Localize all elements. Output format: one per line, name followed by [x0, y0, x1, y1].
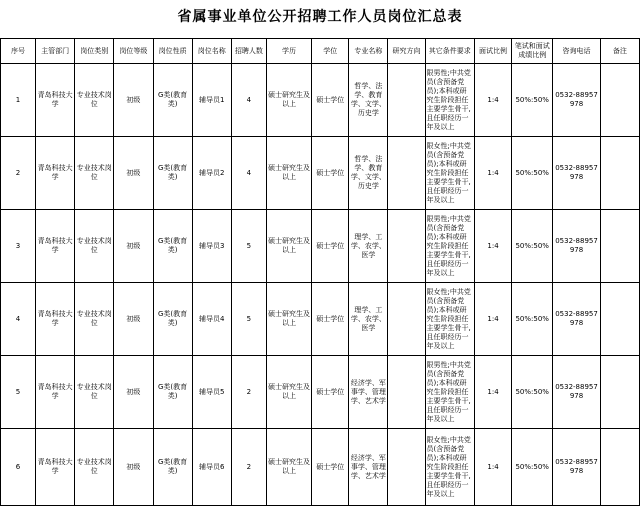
- header-row: [1, 39, 640, 64]
- cell-type: 专业技术岗位: [75, 64, 114, 137]
- cell-edu: 硕士研究生及以上: [266, 429, 311, 506]
- cell-type: 专业技术岗位: [75, 429, 114, 506]
- cell-no: 1: [1, 64, 36, 137]
- cell-level: 初级: [114, 64, 153, 137]
- cell-major: 哲学、法学、教育学、文学、历史学: [349, 137, 388, 210]
- cell-cond: 限女性;中共党员(含预备党员);本科或研究生阶段担任主要学生骨干,且任职经历一年及以上: [425, 137, 474, 210]
- cell-degree: 硕士学位: [312, 356, 349, 429]
- cell-nature: G类(教育类): [153, 429, 192, 506]
- cell-dept: 青岛科技大学: [36, 283, 75, 356]
- cell-score: 50%:50%: [512, 356, 553, 429]
- cell-direction: [388, 210, 425, 283]
- cell-degree: 硕士学位: [312, 429, 349, 506]
- cell-edu: 硕士研究生及以上: [266, 283, 311, 356]
- cell-note: [600, 356, 639, 429]
- header-cell: 面试比例: [475, 39, 512, 64]
- cell-degree: 硕士学位: [312, 210, 349, 283]
- cell-cond: 限男性;中共党员(含预备党员);本科或研究生阶段担任主要学生骨干,且任职经历一年及以上: [425, 64, 474, 137]
- cell-note: [600, 137, 639, 210]
- table-row: [1, 137, 640, 210]
- header-cell: 岗位性质: [153, 39, 192, 64]
- cell-note: [600, 429, 639, 506]
- cell-count: 2: [231, 429, 266, 506]
- cell-ratio: 1:4: [475, 137, 512, 210]
- table-row: [1, 283, 640, 356]
- cell-dept: 青岛科技大学: [36, 137, 75, 210]
- cell-type: 专业技术岗位: [75, 283, 114, 356]
- cell-edu: 硕士研究生及以上: [266, 210, 311, 283]
- cell-phone: 0532-88957978: [553, 64, 600, 137]
- cell-count: 5: [231, 210, 266, 283]
- cell-ratio: 1:4: [475, 64, 512, 137]
- cell-dept: 青岛科技大学: [36, 210, 75, 283]
- cell-phone: 0532-88957978: [553, 356, 600, 429]
- header-cell: 咨询电话: [553, 39, 600, 64]
- cell-direction: [388, 429, 425, 506]
- cell-score: 50%:50%: [512, 283, 553, 356]
- cell-type: 专业技术岗位: [75, 137, 114, 210]
- cell-edu: 硕士研究生及以上: [266, 64, 311, 137]
- cell-no: 5: [1, 356, 36, 429]
- cell-type: 专业技术岗位: [75, 210, 114, 283]
- cell-note: [600, 283, 639, 356]
- header-cell: 岗位名称: [192, 39, 231, 64]
- cell-no: 2: [1, 137, 36, 210]
- cell-dept: 青岛科技大学: [36, 429, 75, 506]
- cell-type: 专业技术岗位: [75, 356, 114, 429]
- header-cell: 研究方向: [388, 39, 425, 64]
- cell-major: 经济学、军事学、管理学、艺术学: [349, 429, 388, 506]
- cell-name: 辅导员5: [192, 356, 231, 429]
- cell-phone: 0532-88957978: [553, 137, 600, 210]
- page-title: 省属事业单位公开招聘工作人员岗位汇总表: [177, 9, 463, 25]
- cell-direction: [388, 356, 425, 429]
- cell-edu: 硕士研究生及以上: [266, 137, 311, 210]
- table-row: [1, 210, 640, 283]
- cell-cond: 限男性;中共党员(含预备党员);本科或研究生阶段担任主要学生骨干,且任职经历一年及以上: [425, 210, 474, 283]
- header-cell: 其它条件要求: [425, 39, 474, 64]
- cell-score: 50%:50%: [512, 210, 553, 283]
- cell-name: 辅导员1: [192, 64, 231, 137]
- table-row: [1, 64, 640, 137]
- cell-note: [600, 64, 639, 137]
- cell-ratio: 1:4: [475, 429, 512, 506]
- cell-nature: G类(教育类): [153, 210, 192, 283]
- cell-major: 理学、工学、农学、医学: [349, 210, 388, 283]
- cell-major: 哲学、法学、教育学、文学、历史学: [349, 64, 388, 137]
- cell-level: 初级: [114, 210, 153, 283]
- cell-dept: 青岛科技大学: [36, 356, 75, 429]
- cell-count: 4: [231, 137, 266, 210]
- cell-ratio: 1:4: [475, 356, 512, 429]
- cell-no: 3: [1, 210, 36, 283]
- cell-cond: 限女性;中共党员(含预备党员);本科或研究生阶段担任主要学生骨干,且任职经历一年及以上: [425, 429, 474, 506]
- cell-ratio: 1:4: [475, 283, 512, 356]
- cell-direction: [388, 283, 425, 356]
- header-cell: 学历: [266, 39, 311, 64]
- cell-name: 辅导员3: [192, 210, 231, 283]
- cell-phone: 0532-88957978: [553, 283, 600, 356]
- cell-no: 4: [1, 283, 36, 356]
- cell-cond: 限男性;中共党员(含预备党员);本科或研究生阶段担任主要学生骨干,且任职经历一年及以上: [425, 356, 474, 429]
- cell-nature: G类(教育类): [153, 283, 192, 356]
- cell-degree: 硕士学位: [312, 64, 349, 137]
- header-cell: 专业名称: [349, 39, 388, 64]
- cell-name: 辅导员4: [192, 283, 231, 356]
- cell-direction: [388, 137, 425, 210]
- cell-score: 50%:50%: [512, 429, 553, 506]
- header-cell: 序号: [1, 39, 36, 64]
- cell-major: 理学、工学、农学、医学: [349, 283, 388, 356]
- header-cell: 招聘人数: [231, 39, 266, 64]
- cell-nature: G类(教育类): [153, 356, 192, 429]
- cell-direction: [388, 64, 425, 137]
- cell-no: 6: [1, 429, 36, 506]
- cell-degree: 硕士学位: [312, 283, 349, 356]
- cell-name: 辅导员6: [192, 429, 231, 506]
- cell-dept: 青岛科技大学: [36, 64, 75, 137]
- cell-count: 4: [231, 64, 266, 137]
- cell-level: 初级: [114, 429, 153, 506]
- header-cell: 主管部门: [36, 39, 75, 64]
- cell-score: 50%:50%: [512, 137, 553, 210]
- header-cell: 备注: [600, 39, 639, 64]
- cell-nature: G类(教育类): [153, 137, 192, 210]
- header-cell: 笔试和面试成绩比例: [512, 39, 553, 64]
- cell-level: 初级: [114, 356, 153, 429]
- positions-table: [0, 38, 640, 506]
- cell-cond: 限女性;中共党员(含预备党员);本科或研究生阶段担任主要学生骨干,且任职经历一年及以上: [425, 283, 474, 356]
- header-cell: 学位: [312, 39, 349, 64]
- cell-level: 初级: [114, 137, 153, 210]
- table-row: [1, 356, 640, 429]
- header-cell: 岗位类别: [75, 39, 114, 64]
- table-row: [1, 429, 640, 506]
- cell-count: 2: [231, 356, 266, 429]
- cell-score: 50%:50%: [512, 64, 553, 137]
- cell-phone: 0532-88957978: [553, 429, 600, 506]
- cell-note: [600, 210, 639, 283]
- cell-major: 经济学、军事学、管理学、艺术学: [349, 356, 388, 429]
- cell-nature: G类(教育类): [153, 64, 192, 137]
- cell-degree: 硕士学位: [312, 137, 349, 210]
- cell-count: 5: [231, 283, 266, 356]
- cell-level: 初级: [114, 283, 153, 356]
- header-cell: 岗位等级: [114, 39, 153, 64]
- cell-phone: 0532-88957978: [553, 210, 600, 283]
- cell-edu: 硕士研究生及以上: [266, 356, 311, 429]
- cell-name: 辅导员2: [192, 137, 231, 210]
- cell-ratio: 1:4: [475, 210, 512, 283]
